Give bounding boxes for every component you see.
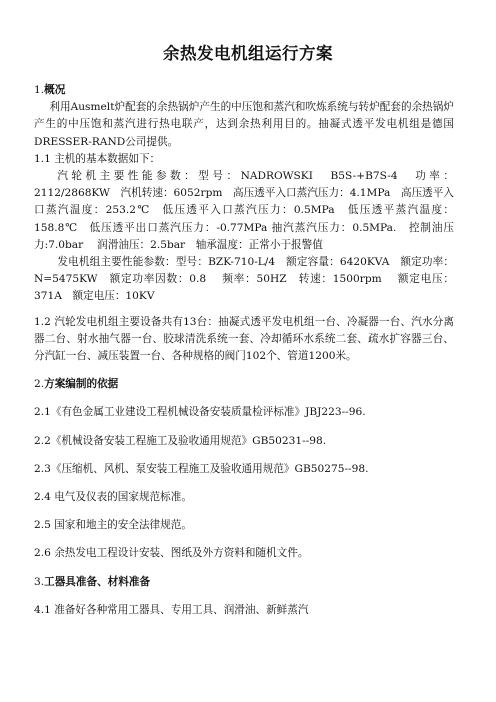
subsection-1-1: 1.1 主机的基本数据如下： [34,152,161,165]
reference-2-4: 2.4 电气及仪表的国家规范标准。 [34,491,192,504]
item-4-1: 4.1 准备好各种常用工器具、专用工具、润滑油、新鲜蒸汽 [34,603,309,616]
section-2-heading [34,376,454,393]
subsection-1-2: 1.2 汽轮发电机组主要设备共有13台：抽凝式透平发电机组一台、冷凝器一台、汽水分离器二台、射水抽气器一台、胶球清洗系统一套、冷却循环水系统二套、疏水扩容器三台、分汽缸一台、减压装置一台、各种规格的阀门102个、管道1200米。 [34,315,454,363]
generator-parameters: 发电机组主要性能参数：型号：BZK-710-L/4 额定容量：6420KVA 额定功率：N=5475KW 额定功率因数：0.8 频率：50HZ 转速：1500rpm 额定电压：371A 额定电压：10KV [34,256,454,303]
section-title: 概况 [44,84,66,96]
section-title: 方案编制的依据 [44,378,119,391]
section-title: 工器具准备、材料准备 [44,575,151,588]
turbine-parameters: 汽轮机主要性能参数：型号：NADROWSKI B5S-+B7S-4 功率：2112/2868KW 汽机转速：6052rpm 高压透平入口蒸汽压力：4.1MPa 高压透平入口蒸汽温度：253.2℃ 低压透平入口蒸汽压力：0.5MPa 低压透平蒸汽温度：158.8℃ 低压透平出口蒸汽压力：-0.77MPa 抽汽蒸汽压力：0.5MPa. 控制油压力:7.0bar 润滑油压：2.5bar 轴承温度：正常小于报警值 [34,170,454,251]
reference-2-3: 2.3《压缩机、风机、泵安装工程施工及验收通用规范》GB50275--98. [34,462,369,475]
section-3-heading [34,574,454,591]
section-number: 3. [34,575,45,588]
reference-2-6: 2.6 余热发电工程设计安装、图纸及外方资料和随机文件。 [34,547,309,560]
section-number: 2. [34,378,45,391]
reference-2-1: 2.1《有色金属工业建设工程机械设备安装质量检评标准》JBJ223--96. [34,406,366,419]
reference-2-5: 2.5 国家和地主的安全法律规范。 [34,519,192,532]
document-body [34,82,454,619]
section-1-intro: 利用Ausmelt炉配套的余热锅炉产生的中压饱和蒸汽和吹炼系统与转炉配套的余热锅炉产生的中压饱和蒸汽进行热电联产，达到余热利用目的。抽凝式透平发电机组是德国DRESSER-RAND公司提供。 [34,101,454,148]
section-number: 1. [34,84,45,96]
section-1-heading [34,82,454,99]
reference-2-2: 2.2《机械设备安装工程施工及验收通用规范》GB50231--98. [34,434,327,447]
document-title: 余热发电机组运行方案 [163,44,333,63]
